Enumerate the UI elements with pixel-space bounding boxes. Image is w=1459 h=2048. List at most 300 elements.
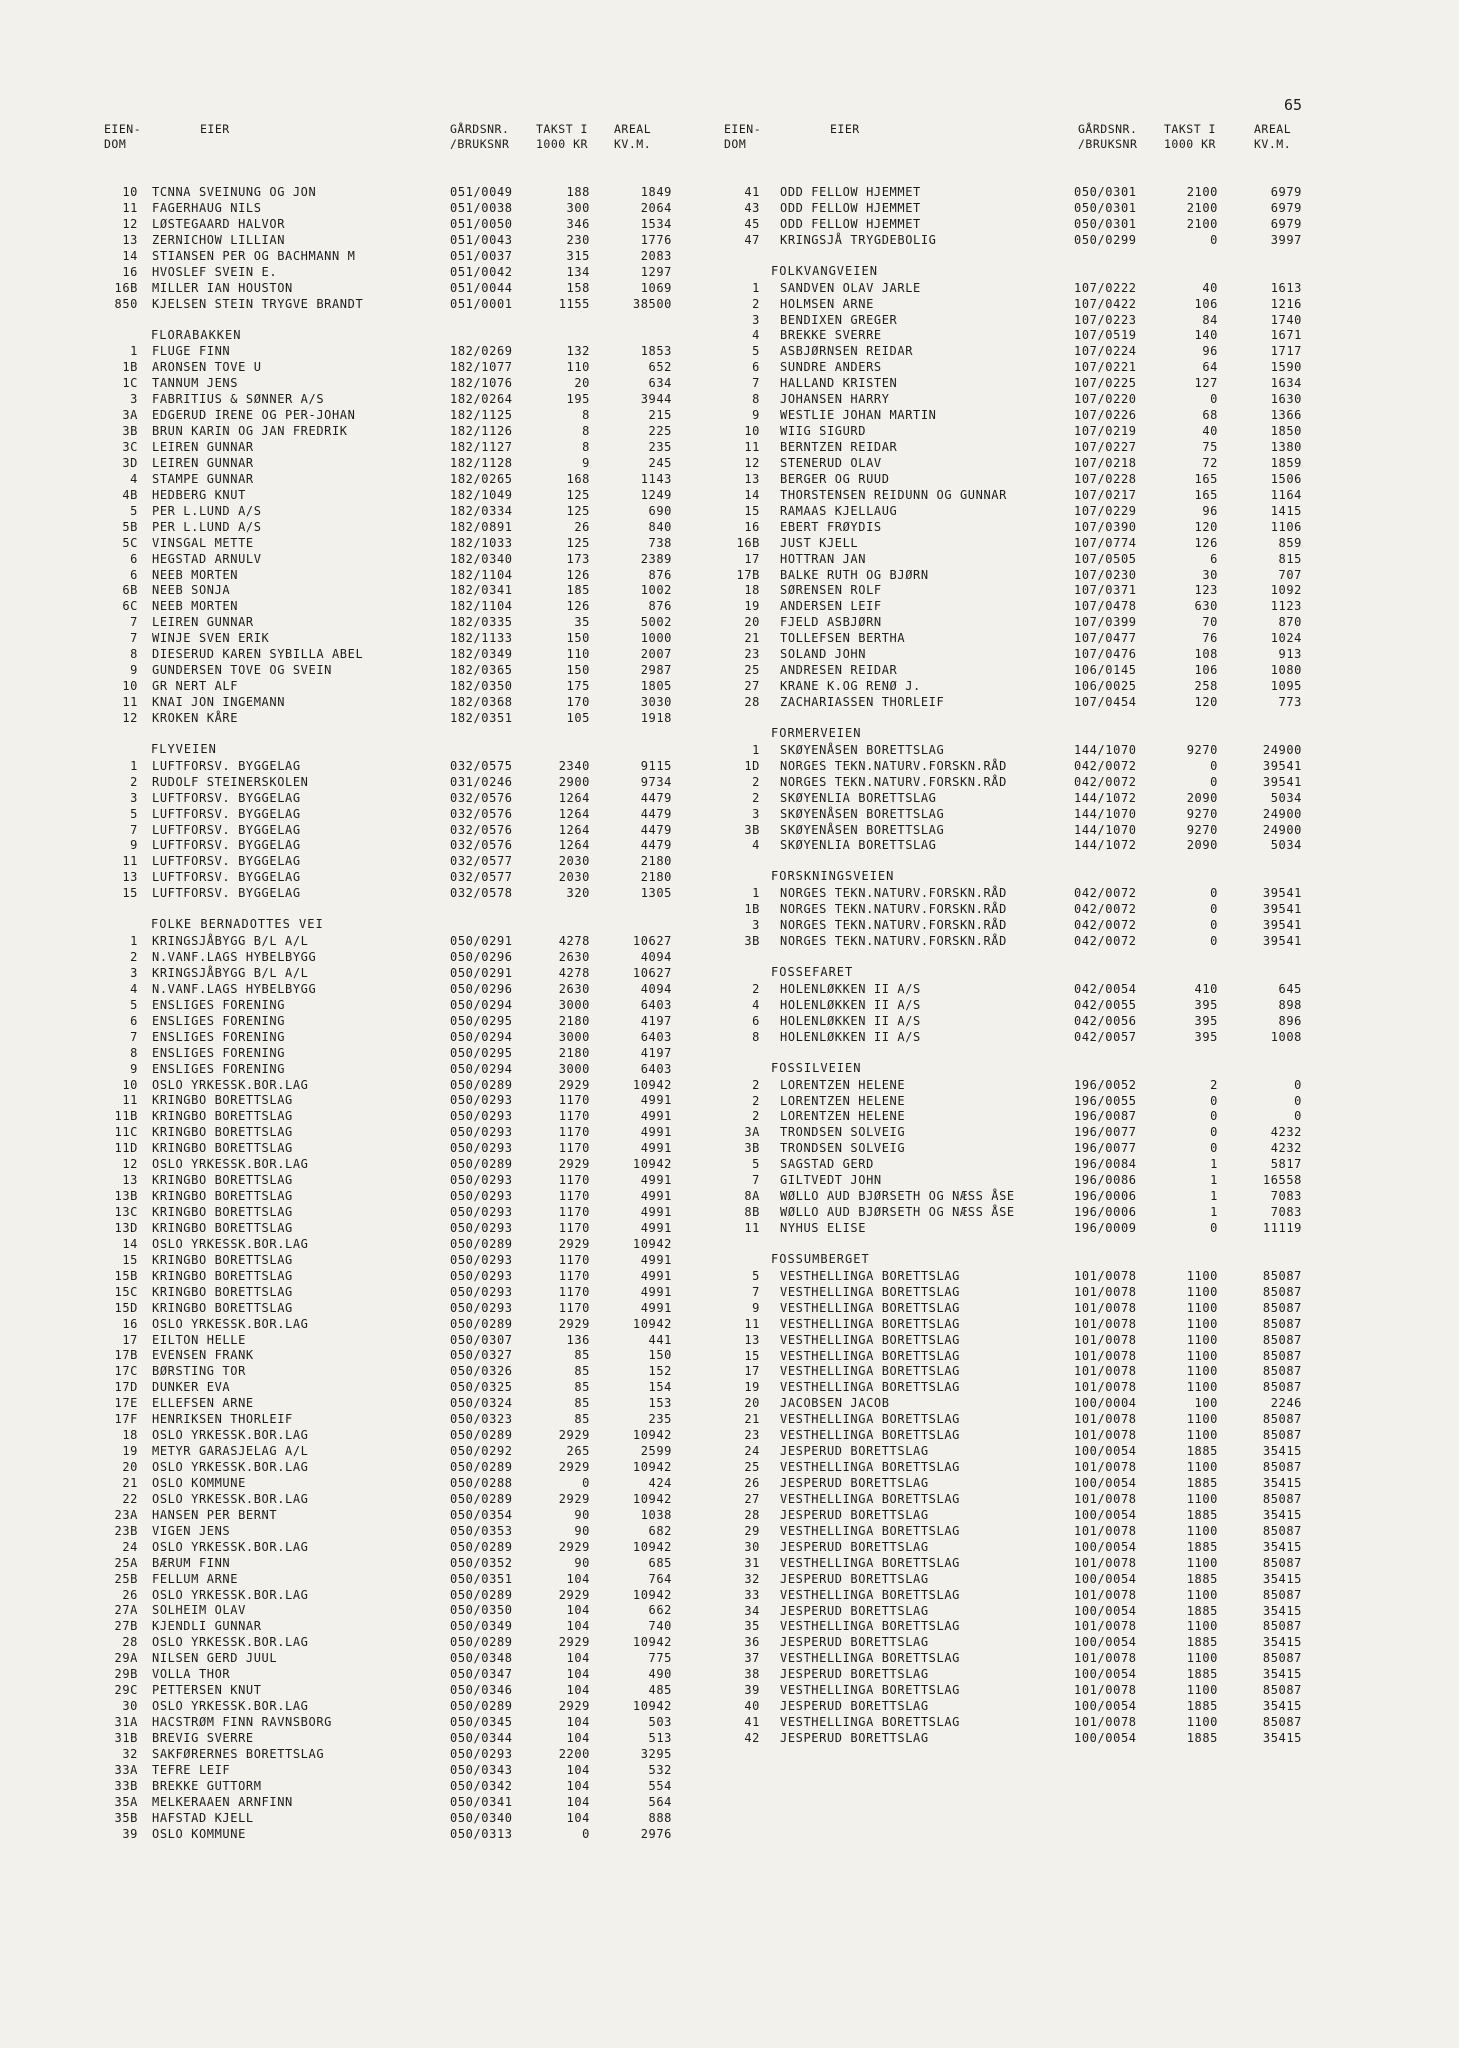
table-row bbox=[724, 359, 1364, 375]
property-number: 11 bbox=[744, 1221, 760, 1236]
takst-value: 1100 bbox=[1186, 1364, 1218, 1379]
takst-value: 85 bbox=[574, 1380, 590, 1395]
gard-bruk-number: 032/0576 bbox=[450, 838, 513, 853]
areal-value: 876 bbox=[648, 567, 672, 582]
property-number: 8 bbox=[752, 1029, 760, 1044]
owner-name: HOLMSEN ARNE bbox=[780, 296, 874, 311]
property-number: 3B bbox=[122, 424, 138, 439]
property-number: 2 bbox=[752, 1077, 760, 1092]
table-row bbox=[104, 343, 744, 359]
column-header bbox=[104, 122, 744, 154]
table-row bbox=[724, 917, 1364, 933]
table-row bbox=[724, 1093, 1364, 1109]
table-row bbox=[724, 519, 1364, 535]
table-row bbox=[724, 1379, 1364, 1395]
property-number: 3A bbox=[744, 1125, 760, 1140]
gard-bruk-number: 050/0346 bbox=[450, 1683, 513, 1698]
areal-value: 85087 bbox=[1262, 1348, 1302, 1363]
areal-value: 503 bbox=[648, 1715, 672, 1730]
areal-value: 1717 bbox=[1270, 344, 1302, 359]
table-row bbox=[724, 1650, 1364, 1666]
owner-name: KRINGBO BORETTSLAG bbox=[152, 1141, 293, 1156]
gard-bruk-number: 100/0054 bbox=[1074, 1444, 1137, 1459]
gard-bruk-number: 182/0365 bbox=[450, 663, 513, 678]
header-areal: AREAL KV.M. bbox=[1254, 122, 1292, 151]
takst-value: 2630 bbox=[558, 950, 590, 965]
property-number: 15 bbox=[744, 503, 760, 518]
table-row bbox=[724, 216, 1364, 232]
gard-bruk-number: 107/0220 bbox=[1074, 392, 1137, 407]
areal-value: 10942 bbox=[632, 1587, 672, 1602]
takst-value: 395 bbox=[1194, 997, 1218, 1012]
property-number: 45 bbox=[744, 216, 760, 231]
owner-name: SKØYENÅSEN BORETTSLAG bbox=[780, 822, 945, 837]
property-number: 1 bbox=[130, 934, 138, 949]
gard-bruk-number: 107/0505 bbox=[1074, 551, 1137, 566]
takst-value: 230 bbox=[566, 232, 590, 247]
takst-value: 1170 bbox=[558, 1141, 590, 1156]
owner-name: KRINGBO BORETTSLAG bbox=[152, 1220, 293, 1235]
owner-name: LUFTFORSV. BYGGELAG bbox=[152, 806, 301, 821]
owner-name: HAFSTAD KJELL bbox=[152, 1810, 254, 1825]
table-row bbox=[724, 1634, 1364, 1650]
property-number: 3 bbox=[130, 790, 138, 805]
property-number: 6C bbox=[122, 599, 138, 614]
owner-name: ZERNICHOW LILLIAN bbox=[152, 232, 286, 247]
table-row bbox=[104, 1204, 744, 1220]
property-number: 11 bbox=[122, 695, 138, 710]
areal-value: 85087 bbox=[1262, 1555, 1302, 1570]
owner-name: ANDRESEN REIDAR bbox=[780, 663, 898, 678]
left-column bbox=[104, 122, 744, 1842]
owner-name: LUFTFORSV. BYGGELAG bbox=[152, 870, 301, 885]
table-row bbox=[104, 678, 744, 694]
owner-name: OSLO YRKESSK.BOR.LAG bbox=[152, 1635, 309, 1650]
takst-value: 2340 bbox=[558, 758, 590, 773]
owner-name: JESPERUD BORETTSLAG bbox=[780, 1571, 929, 1586]
table-row bbox=[104, 375, 744, 391]
takst-value: 2929 bbox=[558, 1539, 590, 1554]
property-number: 3A bbox=[122, 408, 138, 423]
takst-value: 0 bbox=[1210, 1093, 1218, 1108]
property-number: 17 bbox=[122, 1332, 138, 1347]
owner-name: SUNDRE ANDERS bbox=[780, 360, 882, 375]
owner-name: N.VANF.LAGS HYBELBYGG bbox=[152, 950, 317, 965]
owner-name: OSLO YRKESSK.BOR.LAG bbox=[152, 1699, 309, 1714]
gard-bruk-number: 050/0288 bbox=[450, 1475, 513, 1490]
property-number: 31A bbox=[114, 1715, 138, 1730]
table-row bbox=[104, 1698, 744, 1714]
areal-value: 4991 bbox=[640, 1109, 672, 1124]
gard-bruk-number: 107/0226 bbox=[1074, 408, 1137, 423]
takst-value: 1 bbox=[1210, 1157, 1218, 1172]
property-number: 13D bbox=[114, 1220, 138, 1235]
takst-value: 1100 bbox=[1186, 1555, 1218, 1570]
table-row bbox=[724, 1523, 1364, 1539]
table-row bbox=[724, 567, 1364, 583]
gard-bruk-number: 182/0368 bbox=[450, 695, 513, 710]
gard-bruk-number: 050/0293 bbox=[450, 1268, 513, 1283]
areal-value: 85087 bbox=[1262, 1683, 1302, 1698]
areal-value: 4991 bbox=[640, 1220, 672, 1235]
street-heading: FOLKVANGVEIEN bbox=[771, 263, 878, 278]
gard-bruk-number: 101/0078 bbox=[1074, 1364, 1137, 1379]
areal-value: 1106 bbox=[1270, 519, 1302, 534]
areal-value: 4232 bbox=[1270, 1125, 1302, 1140]
gard-bruk-number: 101/0078 bbox=[1074, 1491, 1137, 1506]
owner-name: HVOSLEF SVEIN E. bbox=[152, 264, 278, 279]
owner-name: VESTHELLINGA BORETTSLAG bbox=[780, 1348, 960, 1363]
takst-value: 0 bbox=[1210, 758, 1218, 773]
owner-name: LUFTFORSV. BYGGELAG bbox=[152, 838, 301, 853]
owner-name: STAMPE GUNNAR bbox=[152, 471, 254, 486]
takst-value: 4278 bbox=[558, 965, 590, 980]
table-row bbox=[724, 1156, 1364, 1172]
takst-value: 9 bbox=[582, 455, 590, 470]
property-number: 12 bbox=[122, 1157, 138, 1172]
takst-value: 2929 bbox=[558, 1491, 590, 1506]
gard-bruk-number: 182/0335 bbox=[450, 615, 513, 630]
property-number: 13B bbox=[114, 1189, 138, 1204]
gard-bruk-number: 144/1070 bbox=[1074, 742, 1137, 757]
table-row bbox=[724, 1204, 1364, 1220]
takst-value: 1170 bbox=[558, 1093, 590, 1108]
takst-value: 1885 bbox=[1186, 1507, 1218, 1522]
table-row bbox=[724, 806, 1364, 822]
gard-bruk-number: 032/0575 bbox=[450, 758, 513, 773]
takst-value: 126 bbox=[566, 567, 590, 582]
property-number: 15C bbox=[114, 1284, 138, 1299]
gard-bruk-number: 042/0072 bbox=[1074, 886, 1137, 901]
gard-bruk-number: 050/0289 bbox=[450, 1077, 513, 1092]
owner-name: LUFTFORSV. BYGGELAG bbox=[152, 854, 301, 869]
owner-name: TRONDSEN SOLVEIG bbox=[780, 1125, 906, 1140]
gard-bruk-number: 050/0313 bbox=[450, 1826, 513, 1841]
takst-value: 9270 bbox=[1186, 822, 1218, 837]
gard-bruk-number: 107/0230 bbox=[1074, 567, 1137, 582]
owner-name: BØRSTING TOR bbox=[152, 1364, 246, 1379]
property-number: 38 bbox=[744, 1667, 760, 1682]
table-row bbox=[104, 1156, 744, 1172]
gard-bruk-number: 042/0072 bbox=[1074, 934, 1137, 949]
gard-bruk-number: 101/0078 bbox=[1074, 1523, 1137, 1538]
table-row bbox=[104, 503, 744, 519]
owner-name: KJELSEN STEIN TRYGVE BRANDT bbox=[152, 296, 364, 311]
table-row bbox=[104, 248, 744, 264]
gard-bruk-number: 107/0422 bbox=[1074, 296, 1137, 311]
gard-bruk-number: 050/0292 bbox=[450, 1444, 513, 1459]
areal-value: 38500 bbox=[632, 296, 672, 311]
areal-value: 35415 bbox=[1262, 1539, 1302, 1554]
takst-value: 104 bbox=[566, 1571, 590, 1586]
takst-value: 120 bbox=[1194, 695, 1218, 710]
table-row bbox=[104, 439, 744, 455]
owner-name: VESTHELLINGA BORETTSLAG bbox=[780, 1364, 960, 1379]
owner-name: LUFTFORSV. BYGGELAG bbox=[152, 758, 301, 773]
owner-name: JESPERUD BORETTSLAG bbox=[780, 1603, 929, 1618]
areal-value: 85087 bbox=[1262, 1284, 1302, 1299]
owner-name: JUST KJELL bbox=[780, 535, 859, 550]
areal-value: 85087 bbox=[1262, 1587, 1302, 1602]
table-row bbox=[104, 869, 744, 885]
areal-value: 1506 bbox=[1270, 471, 1302, 486]
property-number: 11 bbox=[122, 854, 138, 869]
gard-bruk-number: 196/0087 bbox=[1074, 1109, 1137, 1124]
property-number: 35A bbox=[114, 1794, 138, 1809]
areal-value: 1534 bbox=[640, 216, 672, 231]
areal-value: 1297 bbox=[640, 264, 672, 279]
takst-value: 165 bbox=[1194, 487, 1218, 502]
property-number: 30 bbox=[122, 1699, 138, 1714]
table-row bbox=[104, 965, 744, 981]
gard-bruk-number: 101/0078 bbox=[1074, 1268, 1137, 1283]
areal-value: 0 bbox=[1294, 1109, 1302, 1124]
table-row bbox=[724, 790, 1364, 806]
owner-name: NORGES TEKN.NATURV.FORSKN.RÅD bbox=[780, 774, 1007, 789]
property-number: 1C bbox=[122, 376, 138, 391]
gard-bruk-number: 182/1049 bbox=[450, 487, 513, 502]
areal-value: 10942 bbox=[632, 1077, 672, 1092]
areal-value: 2976 bbox=[640, 1826, 672, 1841]
property-number: 2 bbox=[752, 981, 760, 996]
owner-name: BÆRUM FINN bbox=[152, 1555, 231, 1570]
areal-value: 1080 bbox=[1270, 663, 1302, 678]
owner-name: LUFTFORSV. BYGGELAG bbox=[152, 822, 301, 837]
street-heading: FORMERVEIEN bbox=[771, 725, 862, 740]
areal-value: 1024 bbox=[1270, 631, 1302, 646]
areal-value: 4094 bbox=[640, 981, 672, 996]
owner-name: OSLO YRKESSK.BOR.LAG bbox=[152, 1157, 309, 1172]
table-row bbox=[104, 1077, 744, 1093]
property-number: 11 bbox=[122, 200, 138, 215]
areal-value: 2987 bbox=[640, 663, 672, 678]
property-number: 9 bbox=[752, 1300, 760, 1315]
takst-value: 1885 bbox=[1186, 1603, 1218, 1618]
property-number: 8 bbox=[130, 1045, 138, 1060]
gard-bruk-number: 107/0219 bbox=[1074, 424, 1137, 439]
takst-value: 26 bbox=[574, 519, 590, 534]
property-number: 17 bbox=[744, 1364, 760, 1379]
owner-name: VESTHELLINGA BORETTSLAG bbox=[780, 1268, 960, 1283]
table-row bbox=[724, 1539, 1364, 1555]
gard-bruk-number: 100/0054 bbox=[1074, 1603, 1137, 1618]
property-number: 22 bbox=[122, 1491, 138, 1506]
property-number: 20 bbox=[744, 615, 760, 630]
takst-value: 0 bbox=[1210, 392, 1218, 407]
property-number: 19 bbox=[744, 599, 760, 614]
areal-value: 870 bbox=[1278, 615, 1302, 630]
owner-name: WØLLO AUD BJØRSETH OG NÆSS ÅSE bbox=[780, 1189, 1015, 1204]
gard-bruk-number: 050/0342 bbox=[450, 1778, 513, 1793]
property-number: 16 bbox=[122, 1316, 138, 1331]
takst-value: 6 bbox=[1210, 551, 1218, 566]
gard-bruk-number: 050/0353 bbox=[450, 1523, 513, 1538]
table-row bbox=[724, 582, 1364, 598]
table-row bbox=[724, 455, 1364, 471]
takst-value: 1264 bbox=[558, 806, 590, 821]
areal-value: 662 bbox=[648, 1603, 672, 1618]
property-number: 19 bbox=[744, 1380, 760, 1395]
takst-value: 2900 bbox=[558, 774, 590, 789]
owner-name: LORENTZEN HELENE bbox=[780, 1077, 906, 1092]
takst-value: 2100 bbox=[1186, 216, 1218, 231]
areal-value: 35415 bbox=[1262, 1571, 1302, 1586]
property-number: 1D bbox=[744, 758, 760, 773]
property-number: 16B bbox=[114, 280, 138, 295]
gard-bruk-number: 050/0326 bbox=[450, 1364, 513, 1379]
owner-name: KRINGBO BORETTSLAG bbox=[152, 1284, 293, 1299]
property-number: 6B bbox=[122, 583, 138, 598]
property-number: 3D bbox=[122, 455, 138, 470]
areal-value: 485 bbox=[648, 1683, 672, 1698]
owner-name: GR NERT ALF bbox=[152, 679, 239, 694]
owner-name: JOHANSEN HARRY bbox=[780, 392, 890, 407]
property-number: 15D bbox=[114, 1300, 138, 1315]
gard-bruk-number: 042/0054 bbox=[1074, 981, 1137, 996]
areal-value: 682 bbox=[648, 1523, 672, 1538]
table-row bbox=[104, 1650, 744, 1666]
areal-value: 85087 bbox=[1262, 1412, 1302, 1427]
property-number: 35 bbox=[744, 1619, 760, 1634]
owner-name: HALLAND KRISTEN bbox=[780, 376, 898, 391]
owner-name: VESTHELLINGA BORETTSLAG bbox=[780, 1491, 960, 1506]
gard-bruk-number: 050/0323 bbox=[450, 1412, 513, 1427]
takst-value: 258 bbox=[1194, 679, 1218, 694]
table-row bbox=[724, 614, 1364, 630]
areal-value: 1671 bbox=[1270, 328, 1302, 343]
table-row bbox=[724, 837, 1364, 853]
owner-name: KRINGSJÅ TRYGDEBOLIG bbox=[780, 232, 937, 247]
table-row bbox=[104, 1363, 744, 1379]
gard-bruk-number: 182/1127 bbox=[450, 440, 513, 455]
takst-value: 126 bbox=[1194, 535, 1218, 550]
owner-name: HOLENLØKKEN II A/S bbox=[780, 1013, 921, 1028]
property-number: 13 bbox=[122, 1173, 138, 1188]
takst-value: 40 bbox=[1202, 424, 1218, 439]
property-number: 16 bbox=[744, 519, 760, 534]
areal-value: 4991 bbox=[640, 1300, 672, 1315]
gard-bruk-number: 182/0350 bbox=[450, 679, 513, 694]
property-number: 23A bbox=[114, 1507, 138, 1522]
takst-value: 1885 bbox=[1186, 1444, 1218, 1459]
areal-value: 85087 bbox=[1262, 1380, 1302, 1395]
takst-value: 265 bbox=[566, 1444, 590, 1459]
table-row bbox=[104, 1491, 744, 1507]
takst-value: 1264 bbox=[558, 790, 590, 805]
gard-bruk-number: 100/0054 bbox=[1074, 1635, 1137, 1650]
takst-value: 125 bbox=[566, 487, 590, 502]
areal-value: 690 bbox=[648, 503, 672, 518]
takst-value: 2929 bbox=[558, 1077, 590, 1092]
gard-bruk-number: 182/1126 bbox=[450, 424, 513, 439]
takst-value: 0 bbox=[1210, 934, 1218, 949]
gard-bruk-number: 196/0086 bbox=[1074, 1173, 1137, 1188]
property-number: 35B bbox=[114, 1810, 138, 1825]
areal-value: 10942 bbox=[632, 1460, 672, 1475]
areal-value: 3944 bbox=[640, 392, 672, 407]
takst-value: 35 bbox=[574, 615, 590, 630]
takst-value: 0 bbox=[582, 1475, 590, 1490]
owner-name: ODD FELLOW HJEMMET bbox=[780, 216, 921, 231]
areal-value: 1216 bbox=[1270, 296, 1302, 311]
street-heading: FOSSUMBERGET bbox=[771, 1251, 870, 1266]
table-row bbox=[724, 598, 1364, 614]
gard-bruk-number: 042/0055 bbox=[1074, 997, 1137, 1012]
takst-value: 40 bbox=[1202, 280, 1218, 295]
areal-value: 24900 bbox=[1262, 822, 1302, 837]
takst-value: 2030 bbox=[558, 854, 590, 869]
owner-name: KRINGSJÅBYGG B/L A/L bbox=[152, 965, 309, 980]
table-row bbox=[104, 790, 744, 806]
header-areal: AREAL KV.M. bbox=[614, 122, 652, 151]
gard-bruk-number: 050/0340 bbox=[450, 1810, 513, 1825]
takst-value: 3000 bbox=[558, 1061, 590, 1076]
owner-name: VESTHELLINGA BORETTSLAG bbox=[780, 1683, 960, 1698]
property-number: 33A bbox=[114, 1762, 138, 1777]
owner-name: VINSGAL METTE bbox=[152, 535, 254, 550]
property-number: 9 bbox=[752, 408, 760, 423]
gard-bruk-number: 196/0052 bbox=[1074, 1077, 1137, 1092]
gard-bruk-number: 051/0038 bbox=[450, 200, 513, 215]
gard-bruk-number: 107/0222 bbox=[1074, 280, 1137, 295]
property-number: 28 bbox=[744, 1507, 760, 1522]
areal-value: 85087 bbox=[1262, 1651, 1302, 1666]
gard-bruk-number: 050/0289 bbox=[450, 1428, 513, 1443]
owner-name: OSLO YRKESSK.BOR.LAG bbox=[152, 1316, 309, 1331]
takst-value: 8 bbox=[582, 408, 590, 423]
takst-value: 1170 bbox=[558, 1205, 590, 1220]
owner-name: TOLLEFSEN BERTHA bbox=[780, 631, 906, 646]
table-row bbox=[724, 742, 1364, 758]
gard-bruk-number: 182/0341 bbox=[450, 583, 513, 598]
owner-name: ODD FELLOW HJEMMET bbox=[780, 200, 921, 215]
areal-value: 152 bbox=[648, 1364, 672, 1379]
owner-name: KRINGBO BORETTSLAG bbox=[152, 1125, 293, 1140]
owner-name: RUDOLF STEINERSKOLEN bbox=[152, 774, 309, 789]
table-row bbox=[104, 1220, 744, 1236]
areal-value: 898 bbox=[1278, 997, 1302, 1012]
property-number: 2 bbox=[130, 774, 138, 789]
table-row bbox=[724, 487, 1364, 503]
takst-value: 2030 bbox=[558, 870, 590, 885]
gard-bruk-number: 051/0044 bbox=[450, 280, 513, 295]
owner-name: FABRITIUS & SØNNER A/S bbox=[152, 392, 325, 407]
gard-bruk-number: 101/0078 bbox=[1074, 1619, 1137, 1634]
owner-name: NEEB MORTEN bbox=[152, 567, 239, 582]
areal-value: 16558 bbox=[1262, 1173, 1302, 1188]
takst-value: 395 bbox=[1194, 1013, 1218, 1028]
areal-value: 235 bbox=[648, 1412, 672, 1427]
owner-name: NORGES TEKN.NATURV.FORSKN.RÅD bbox=[780, 902, 1007, 917]
table-row bbox=[724, 933, 1364, 949]
owner-name: OSLO YRKESSK.BOR.LAG bbox=[152, 1077, 309, 1092]
takst-value: 300 bbox=[566, 200, 590, 215]
areal-value: 6979 bbox=[1270, 216, 1302, 231]
owner-name: HANSEN PER BERNT bbox=[152, 1507, 278, 1522]
gard-bruk-number: 032/0576 bbox=[450, 822, 513, 837]
areal-value: 859 bbox=[1278, 535, 1302, 550]
takst-value: 1100 bbox=[1186, 1491, 1218, 1506]
takst-value: 1100 bbox=[1186, 1523, 1218, 1538]
property-number: 13C bbox=[114, 1205, 138, 1220]
table-row bbox=[724, 997, 1364, 1013]
takst-value: 125 bbox=[566, 503, 590, 518]
gard-bruk-number: 196/0009 bbox=[1074, 1221, 1137, 1236]
gard-bruk-number: 101/0078 bbox=[1074, 1587, 1137, 1602]
table-row bbox=[104, 1108, 744, 1124]
areal-value: 9734 bbox=[640, 774, 672, 789]
owner-name: GUNDERSEN TOVE OG SVEIN bbox=[152, 663, 332, 678]
